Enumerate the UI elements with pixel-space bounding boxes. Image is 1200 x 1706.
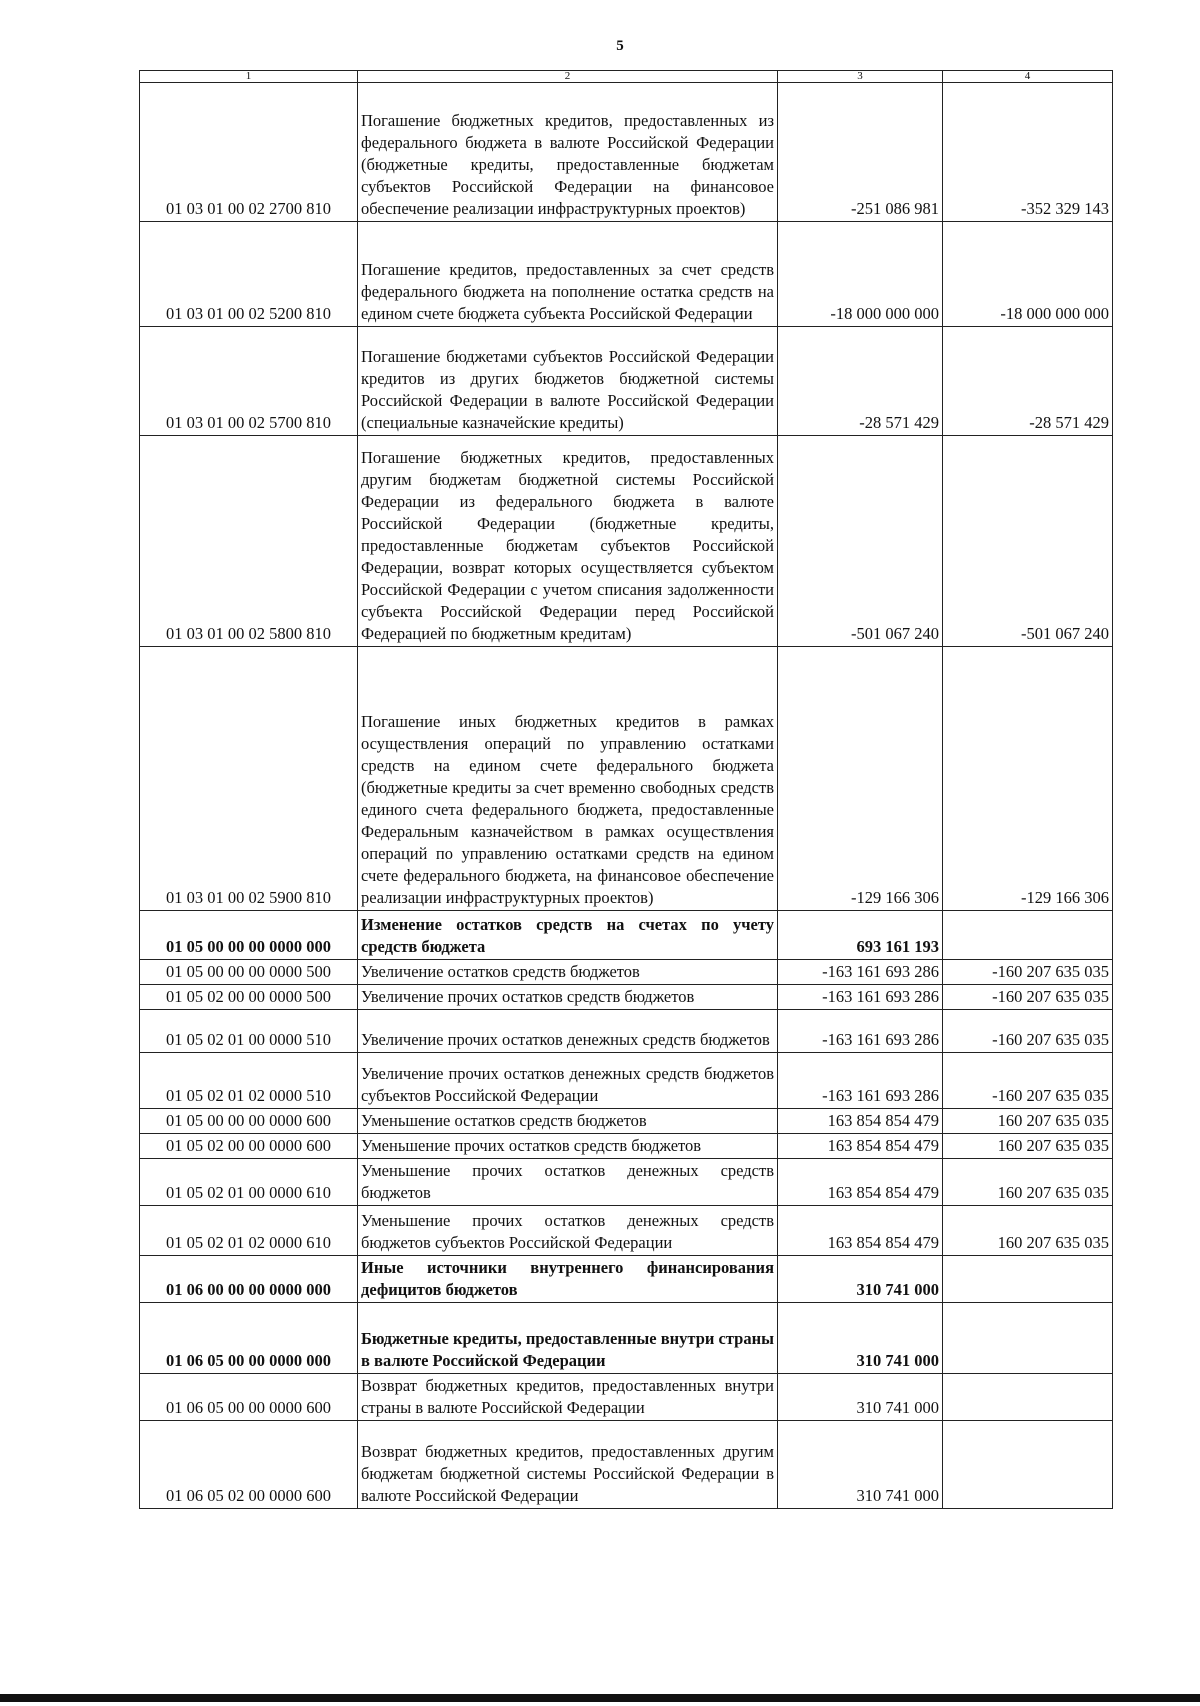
row-value-col3: -163 161 693 286: [778, 1053, 943, 1109]
row-name: Увеличение остатков средств бюджетов: [358, 960, 778, 985]
row-value-col4: -160 207 635 035: [943, 985, 1113, 1010]
row-code: 01 03 01 00 02 2700 810: [140, 83, 358, 222]
row-name: Увеличение прочих остатков денежных средств бюджетов субъектов Российской Федерации: [358, 1053, 778, 1109]
table-row: [140, 1109, 1113, 1134]
row-value-col4: -129 166 306: [943, 647, 1113, 911]
scan-edge-bar: [0, 1694, 1200, 1702]
row-value-col4: 160 207 635 035: [943, 1159, 1113, 1206]
row-code: 01 05 02 00 00 0000 500: [140, 985, 358, 1010]
row-name: Увеличение прочих остатков средств бюджетов: [358, 985, 778, 1010]
row-code: 01 05 00 00 00 0000 000: [140, 911, 358, 960]
row-value-col3: -251 086 981: [778, 83, 943, 222]
row-code: 01 06 05 00 00 0000 000: [140, 1303, 358, 1374]
row-name: Погашение бюджетами субъектов Российской Федерации кредитов из других бюджетов бюджетной системы Российской Федерации в валюте Российской Федерации (специальные казначейские кредиты): [358, 327, 778, 436]
row-value-col4: [943, 1421, 1113, 1509]
row-name: Увеличение прочих остатков денежных средств бюджетов: [358, 1010, 778, 1053]
row-value-col4: 160 207 635 035: [943, 1206, 1113, 1256]
row-name: Возврат бюджетных кредитов, предоставленных внутри страны в валюте Российской Федерации: [358, 1374, 778, 1421]
row-name: Погашение бюджетных кредитов, предоставленных другим бюджетам бюджетной системы Российской Федерации из федерального бюджета в валюте Российской Федерации (бюджетные кредиты, предоставленные бюджетам субъектов Российской Федерации, возврат которых осуществляется субъектом Российской Федерации с учетом списания задолженности субъекта Российской Федерации перед Российской Федерацией по бюджетным кредитам): [358, 436, 778, 647]
row-code: 01 06 05 02 00 0000 600: [140, 1421, 358, 1509]
row-name: Изменение остатков средств на счетах по учету средств бюджета: [358, 911, 778, 960]
row-code: 01 05 02 00 00 0000 600: [140, 1134, 358, 1159]
table-row: [140, 985, 1113, 1010]
row-value-col4: -160 207 635 035: [943, 960, 1113, 985]
column-header: 1: [140, 71, 358, 83]
row-value-col3: -28 571 429: [778, 327, 943, 436]
row-code: 01 05 02 01 02 0000 610: [140, 1206, 358, 1256]
table-row: [140, 1010, 1113, 1053]
table-row: [140, 1159, 1113, 1206]
row-value-col3: -163 161 693 286: [778, 960, 943, 985]
row-name: Уменьшение прочих остатков денежных средств бюджетов субъектов Российской Федерации: [358, 1206, 778, 1256]
column-header: 2: [358, 71, 778, 83]
row-code: 01 03 01 00 02 5900 810: [140, 647, 358, 911]
row-value-col3: 163 854 854 479: [778, 1134, 943, 1159]
row-value-col4: 160 207 635 035: [943, 1109, 1113, 1134]
row-code: 01 05 02 01 00 0000 610: [140, 1159, 358, 1206]
row-value-col3: -163 161 693 286: [778, 985, 943, 1010]
table-row: [140, 911, 1113, 960]
table-row: [140, 327, 1113, 436]
row-name: Возврат бюджетных кредитов, предоставленных другим бюджетам бюджетной системы Российской Федерации в валюте Российской Федерации: [358, 1421, 778, 1509]
row-value-col3: 310 741 000: [778, 1256, 943, 1303]
row-value-col3: 163 854 854 479: [778, 1159, 943, 1206]
row-value-col3: 693 161 193: [778, 911, 943, 960]
row-value-col3: -501 067 240: [778, 436, 943, 647]
table-row: [140, 1421, 1113, 1509]
table-row: [140, 1303, 1113, 1374]
row-name: Уменьшение остатков средств бюджетов: [358, 1109, 778, 1134]
row-value-col3: -163 161 693 286: [778, 1010, 943, 1053]
row-value-col3: -18 000 000 000: [778, 222, 943, 327]
table-header-row: [140, 71, 1113, 83]
table-row: [140, 1374, 1113, 1421]
row-name: Уменьшение прочих остатков средств бюджетов: [358, 1134, 778, 1159]
row-name: Уменьшение прочих остатков денежных средств бюджетов: [358, 1159, 778, 1206]
row-value-col4: -160 207 635 035: [943, 1053, 1113, 1109]
row-value-col3: -129 166 306: [778, 647, 943, 911]
row-value-col3: 310 741 000: [778, 1303, 943, 1374]
table-row: [140, 1206, 1113, 1256]
row-name: Иные источники внутреннего финансирования дефицитов бюджетов: [358, 1256, 778, 1303]
row-value-col4: -501 067 240: [943, 436, 1113, 647]
row-value-col3: 163 854 854 479: [778, 1109, 943, 1134]
row-value-col4: -352 329 143: [943, 83, 1113, 222]
table-row: [140, 436, 1113, 647]
page-number: 5: [616, 38, 624, 54]
table-row: [140, 222, 1113, 327]
row-code: 01 06 05 00 00 0000 600: [140, 1374, 358, 1421]
row-value-col4: 160 207 635 035: [943, 1134, 1113, 1159]
row-code: 01 05 02 01 00 0000 510: [140, 1010, 358, 1053]
budget-sources-table: [139, 70, 1113, 1509]
row-value-col3: 310 741 000: [778, 1374, 943, 1421]
row-code: 01 03 01 00 02 5700 810: [140, 327, 358, 436]
row-value-col4: [943, 1303, 1113, 1374]
row-code: 01 05 00 00 00 0000 600: [140, 1109, 358, 1134]
row-code: 01 05 00 00 00 0000 500: [140, 960, 358, 985]
table-row: [140, 647, 1113, 911]
row-value-col4: [943, 911, 1113, 960]
column-header: 4: [943, 71, 1113, 83]
row-name: Бюджетные кредиты, предоставленные внутри страны в валюте Российской Федерации: [358, 1303, 778, 1374]
table-row: [140, 1053, 1113, 1109]
table-row: [140, 1256, 1113, 1303]
row-value-col4: -160 207 635 035: [943, 1010, 1113, 1053]
row-value-col4: -28 571 429: [943, 327, 1113, 436]
row-value-col4: [943, 1374, 1113, 1421]
table-row: [140, 960, 1113, 985]
row-name: Погашение бюджетных кредитов, предоставленных из федерального бюджета в валюте Российской Федерации (бюджетные кредиты, предоставленные бюджетам субъектов Российской Федерации на финансовое обеспечение реализации инфраструктурных проектов): [358, 83, 778, 222]
row-code: 01 03 01 00 02 5800 810: [140, 436, 358, 647]
column-header: 3: [778, 71, 943, 83]
row-code: 01 03 01 00 02 5200 810: [140, 222, 358, 327]
table-row: [140, 1134, 1113, 1159]
row-value-col4: [943, 1256, 1113, 1303]
row-name: Погашение иных бюджетных кредитов в рамках осуществления операций по управлению остатками средств на едином счете федерального бюджета (бюджетные кредиты за счет временно свободных средств единого счета федерального бюджета, предоставленные Федеральным казначейством в рамках осуществления операций по управлению остатками средств на едином счете федерального бюджета, на финансовое обеспечение реализации инфраструктурных проектов): [358, 647, 778, 911]
row-value-col3: 310 741 000: [778, 1421, 943, 1509]
row-code: 01 06 00 00 00 0000 000: [140, 1256, 358, 1303]
row-name: Погашение кредитов, предоставленных за счет средств федерального бюджета на пополнение остатка средств на едином счете бюджета субъекта Российской Федерации: [358, 222, 778, 327]
table-row: [140, 83, 1113, 222]
row-value-col3: 163 854 854 479: [778, 1206, 943, 1256]
row-value-col4: -18 000 000 000: [943, 222, 1113, 327]
row-code: 01 05 02 01 02 0000 510: [140, 1053, 358, 1109]
